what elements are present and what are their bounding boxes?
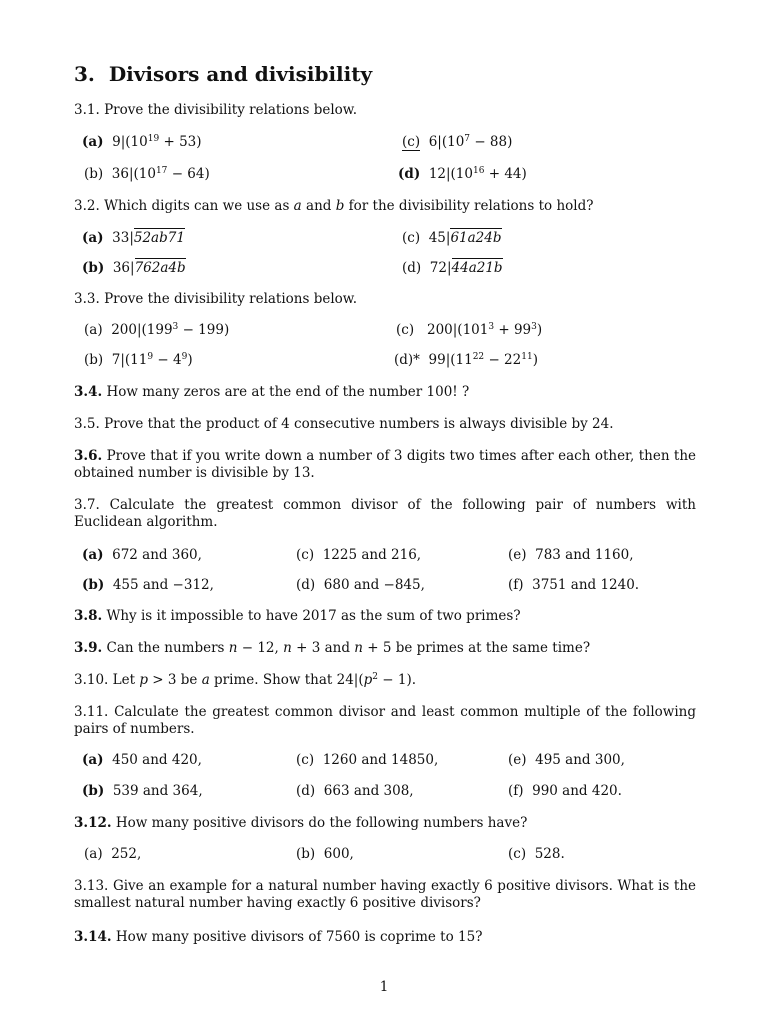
item-label: (c) <box>396 322 415 338</box>
problem-text: Can the numbers n − 12, n + 3 and n + 5 be primes at the same time? <box>106 640 591 656</box>
problem-3-2 <box>74 198 593 214</box>
problem-3-3-item-b <box>84 352 193 368</box>
problem-number: 3.8. <box>74 608 103 624</box>
problem-3-7-item-a <box>82 547 202 563</box>
item-text: 1260 and 14850, <box>322 752 439 768</box>
item-label: (f) <box>508 783 524 799</box>
problem-3-3 <box>74 291 357 307</box>
item-label: (d) <box>398 166 421 182</box>
item-text: 252, <box>111 846 142 862</box>
item-label: (b) <box>84 166 104 182</box>
problem-text: Prove the divisibility relations below. <box>104 291 358 307</box>
problem-3-11-item-a <box>82 752 202 768</box>
item-expression: $7|(11^9 - 4^9)$ <box>111 352 193 368</box>
item-label: (f) <box>508 577 524 593</box>
item-label: (b) <box>82 260 105 276</box>
item-expression: $6|(10^7 - 88)$ <box>428 134 513 150</box>
problem-text: Calculate the greatest common divisor and least common multiple of the following pairs of numbers. <box>74 704 697 737</box>
problem-3-4 <box>74 384 469 400</box>
item-label: (c) <box>296 547 315 563</box>
problem-number: 3.10. <box>74 672 109 688</box>
problem-3-1-item-b <box>84 166 210 182</box>
item-text: 455 and −312, <box>112 577 214 593</box>
problem-text: Let p > 3 be a prime. Show that $24|(p^2 - 1)$. <box>112 672 417 688</box>
item-label: (d) <box>402 260 422 276</box>
divisor: 36 <box>112 260 130 276</box>
problem-text: How many positive divisors do the following numbers have? <box>115 815 528 831</box>
item-text: 450 and 420, <box>112 752 202 768</box>
item-label: (a) <box>82 752 104 768</box>
item-label: (e) <box>508 752 527 768</box>
page-number: 1 <box>379 979 389 995</box>
problem-text: Prove that the product of 4 consecutive numbers is always divisible by 24. <box>104 416 614 432</box>
problem-3-12-item-b <box>296 846 354 862</box>
problem-text: Calculate the greatest common divisor of the following pair of numbers with Euclidean algorithm. <box>74 497 696 530</box>
item-label: (d) <box>296 577 316 593</box>
item-text: 783 and 1160, <box>535 547 634 563</box>
item-label: (b) <box>82 783 105 799</box>
item-text: 1225 and 216, <box>322 547 422 563</box>
problem-3-2-item-b: (b) 36|762a4b <box>82 260 186 276</box>
problem-3-12-item-a <box>84 846 141 862</box>
item-label: (d) <box>296 783 316 799</box>
problem-3-9 <box>74 640 590 656</box>
item-expression: $200|(199^3 - 199)$ <box>111 322 230 338</box>
item-text: 528. <box>534 846 565 862</box>
problem-3-1 <box>74 102 357 118</box>
item-text: 600, <box>323 846 354 862</box>
item-text: 3751 and 1240. <box>532 577 640 593</box>
item-label: (c) <box>508 846 527 862</box>
item-text: 495 and 300, <box>535 752 625 768</box>
item-text: 539 and 364, <box>112 783 203 799</box>
divisor: 45 <box>428 230 446 246</box>
item-label: (c) <box>402 230 421 246</box>
section-title-text: Divisors and divisibility <box>108 62 373 86</box>
item-label: (b) <box>84 352 104 368</box>
item-label: (a) <box>82 230 104 246</box>
overlined-number: 762a4b <box>134 260 186 276</box>
problem-3-12-item-c <box>508 846 565 862</box>
item-label: (b) <box>296 846 316 862</box>
problem-3-1-item-a <box>82 134 202 150</box>
problem-3-5 <box>74 416 614 432</box>
overlined-number: 52ab71 <box>133 230 185 246</box>
item-text: 990 and 420. <box>532 783 622 799</box>
problem-number: 3.6. <box>74 448 103 464</box>
problem-3-1-item-c <box>402 134 512 150</box>
problem-3-7-item-e <box>508 547 634 563</box>
item-label: (a) <box>82 547 104 563</box>
problem-3-3-item-c <box>396 322 542 338</box>
problem-3-6 <box>74 448 696 482</box>
problem-3-11-item-f <box>508 783 622 799</box>
problem-3-11-item-e <box>508 752 625 768</box>
problem-3-11-item-b <box>82 783 203 799</box>
problem-number: 3.5. <box>74 416 100 432</box>
problem-3-7-item-b <box>82 577 214 593</box>
problem-3-12 <box>74 815 527 831</box>
problem-text: Give an example for a natural number having exactly 6 positive divisors. What is the smallest natural number having exactly 6 positive divisors? <box>74 878 696 911</box>
problem-text: Which digits can we use as a and b for the divisibility relations to hold? <box>104 198 594 214</box>
problem-number: 3.4. <box>74 384 103 400</box>
item-label: (e) <box>508 547 527 563</box>
overlined-number: 44a21b <box>451 260 503 276</box>
item-label: (c) <box>402 134 421 150</box>
item-label: (c) <box>296 752 315 768</box>
item-expression: $12|(10^{16} + 44)$ <box>428 166 527 182</box>
item-expression: $99|(11^{22} - 22^{11})$ <box>428 352 538 368</box>
item-text: 672 and 360, <box>112 547 202 563</box>
problem-number: 3.9. <box>74 640 103 656</box>
problem-3-7 <box>74 497 696 531</box>
problem-3-11-item-c <box>296 752 438 768</box>
section-title <box>74 62 372 86</box>
item-label: (a) <box>84 322 103 338</box>
item-label: (a) <box>84 846 103 862</box>
problem-3-11 <box>74 704 696 738</box>
problem-3-11-item-d <box>296 783 414 799</box>
problem-3-7-item-f <box>508 577 639 593</box>
item-label: (b) <box>82 577 105 593</box>
overlined-number: 61a24b <box>450 230 502 246</box>
problem-3-3-item-a <box>84 322 229 338</box>
problem-number: 3.2. <box>74 198 100 214</box>
problem-text: Prove that if you write down a number of 3 digits two times after each other, then the obtained number is divisible by 13. <box>74 448 697 481</box>
problem-3-10 <box>74 672 416 688</box>
section-number: 3. <box>74 62 95 86</box>
problem-3-2-item-d: (d) 72|44a21b <box>402 260 503 276</box>
problem-3-2-item-c: (c) 45|61a24b <box>402 230 502 246</box>
problem-3-8 <box>74 608 521 624</box>
problem-number: 3.11. <box>74 704 109 720</box>
problem-text: Prove the divisibility relations below. <box>104 102 358 118</box>
problem-number: 3.1. <box>74 102 100 118</box>
problem-number: 3.14. <box>74 929 112 945</box>
problem-3-2-item-a: (a) 33|52ab71 <box>82 230 185 246</box>
problem-text: How many positive divisors of 7560 is coprime to 15? <box>115 929 483 945</box>
problem-text: How many zeros are at the end of the number 100! ? <box>106 384 470 400</box>
item-expression: $200|(101^3 + 99^3)$ <box>426 322 543 338</box>
problem-3-7-item-d <box>296 577 425 593</box>
item-text: 680 and −845, <box>323 577 425 593</box>
item-label: (d)* <box>394 352 420 368</box>
problem-number: 3.3. <box>74 291 100 307</box>
item-text: 663 and 308, <box>323 783 414 799</box>
problem-3-13 <box>74 878 696 912</box>
problem-3-7-item-c <box>296 547 421 563</box>
divisor: 33 <box>112 230 130 246</box>
problem-3-1-item-d <box>398 166 527 182</box>
problem-text: Why is it impossible to have 2017 as the sum of two primes? <box>106 608 521 624</box>
item-label: (a) <box>82 134 104 150</box>
problem-3-14 <box>74 929 482 945</box>
item-expression: $9|(10^{19} + 53)$ <box>112 134 202 150</box>
item-expression: $36|(10^{17} - 64)$ <box>111 166 210 182</box>
problem-number: 3.7. <box>74 497 100 513</box>
problem-number: 3.13. <box>74 878 109 894</box>
problem-3-3-item-d <box>394 352 538 368</box>
problem-number: 3.12. <box>74 815 112 831</box>
divisor: 72 <box>429 260 447 276</box>
